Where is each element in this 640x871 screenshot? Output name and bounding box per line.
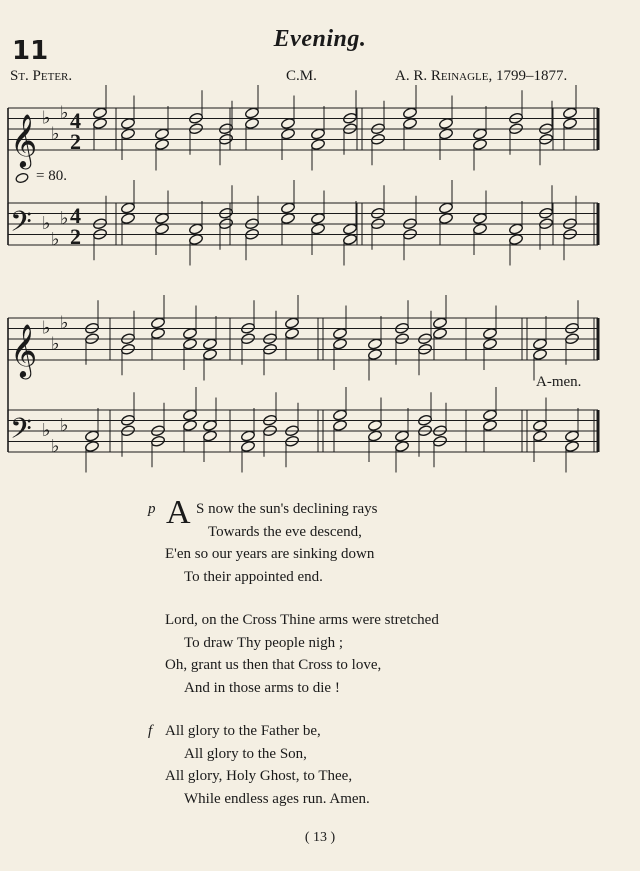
notehead <box>438 117 453 129</box>
notehead <box>472 212 487 224</box>
bass-clef-icon: 𝄢 <box>10 205 32 246</box>
notehead <box>482 409 497 421</box>
flat-icon: ♭ <box>60 102 69 124</box>
notehead <box>438 212 453 224</box>
notehead <box>432 327 447 339</box>
hymn-title: Evening. <box>273 26 367 52</box>
verse-line: E'en so our years are sinking down <box>165 546 375 562</box>
notehead <box>482 419 497 431</box>
stanza-3 <box>150 720 370 810</box>
notehead <box>310 128 325 140</box>
notehead <box>202 430 217 442</box>
tempo-marking <box>14 168 67 185</box>
notehead <box>182 327 197 339</box>
notehead <box>367 430 382 442</box>
notehead <box>182 419 197 431</box>
notehead <box>438 128 453 140</box>
flat-icon: ♭ <box>51 435 60 457</box>
flat-icon: ♭ <box>51 123 60 145</box>
stanza-2 <box>150 609 439 699</box>
notehead <box>92 107 107 119</box>
notehead <box>310 223 325 235</box>
notehead <box>342 223 357 235</box>
notehead <box>432 317 447 329</box>
noteheads <box>84 85 582 473</box>
notehead <box>402 117 417 129</box>
composer-name: A. R. Reinagle, <box>395 68 493 84</box>
notehead <box>84 430 99 442</box>
notehead <box>508 233 523 245</box>
notehead <box>280 128 295 140</box>
flat-icon: ♭ <box>51 228 60 250</box>
notehead <box>564 440 579 452</box>
amen-text: A-men. <box>536 374 582 390</box>
bass-clef-icon: 𝄢 <box>10 412 32 453</box>
notehead <box>564 430 579 442</box>
flat-icon: ♭ <box>42 107 51 129</box>
verse-line: Towards the eve descend, <box>208 523 362 540</box>
notehead <box>240 440 255 452</box>
verse-line: All glory to the Father be, <box>165 723 321 739</box>
notehead <box>310 212 325 224</box>
notehead <box>182 409 197 421</box>
notehead <box>532 419 547 431</box>
notehead <box>280 117 295 129</box>
notehead <box>472 128 487 140</box>
notehead <box>92 117 107 129</box>
notehead <box>310 138 325 150</box>
verse-line: Oh, grant us then that Cross to love, <box>165 657 382 673</box>
flat-icon: ♭ <box>42 420 51 441</box>
notehead <box>120 212 135 224</box>
tune-name: St. Peter. <box>10 68 73 84</box>
notehead <box>508 223 523 235</box>
flat-icon: ♭ <box>51 333 60 355</box>
hymn-number: 11 <box>12 36 49 66</box>
flat-icon: ♭ <box>60 414 69 436</box>
verse-line: To draw Thy people nigh ; <box>184 634 344 651</box>
notehead <box>532 338 547 350</box>
time-signature: 2 <box>70 129 81 154</box>
notehead <box>240 430 255 442</box>
notehead <box>182 338 197 350</box>
notehead <box>154 128 169 140</box>
time-signature: 2 <box>70 224 81 249</box>
notehead <box>394 440 409 452</box>
notehead <box>532 348 547 360</box>
notehead <box>394 430 409 442</box>
notehead <box>482 338 497 350</box>
notehead <box>244 107 259 119</box>
verse-line: All glory to the Son, <box>184 745 307 762</box>
notehead <box>532 430 547 442</box>
verse-line: All glory, Holy Ghost, to Thee, <box>165 768 353 784</box>
notehead <box>284 327 299 339</box>
notehead <box>342 233 357 245</box>
notehead <box>150 317 165 329</box>
notehead <box>188 233 203 245</box>
notehead <box>202 338 217 350</box>
notehead <box>154 212 169 224</box>
drop-cap: A <box>166 494 191 531</box>
notehead <box>367 419 382 431</box>
flat-icon: ♭ <box>42 213 51 234</box>
notehead <box>332 338 347 350</box>
notehead <box>280 212 295 224</box>
notehead <box>244 117 259 129</box>
flat-icon: ♭ <box>60 207 69 229</box>
verse-line: To their appointed end. <box>184 568 323 585</box>
notehead <box>332 409 347 421</box>
verse-line: While endless ages run. Amen. <box>184 790 370 807</box>
notehead <box>202 419 217 431</box>
notehead <box>562 117 577 129</box>
verse-line: S now the sun's declining rays <box>196 501 378 517</box>
notehead <box>472 138 487 150</box>
notehead <box>150 327 165 339</box>
notehead <box>332 419 347 431</box>
dynamic-marking: f <box>148 723 153 739</box>
notehead <box>472 223 487 235</box>
verse-line: Lord, on the Cross Thine arms were stretched <box>165 612 439 628</box>
treble-clef-icon: 𝄞 <box>10 113 38 167</box>
notehead <box>402 107 417 119</box>
notehead <box>482 327 497 339</box>
notehead <box>120 117 135 129</box>
half-note-icon <box>14 170 36 184</box>
meter: C.M. <box>286 68 317 84</box>
notehead <box>202 348 217 360</box>
time-signature: 4 <box>70 203 81 228</box>
notehead <box>188 223 203 235</box>
dynamic-marking: p <box>148 501 156 517</box>
verse-line: And in those arms to die ! <box>184 679 340 696</box>
notehead <box>438 202 453 214</box>
treble-clef-icon: 𝄞 <box>10 323 38 377</box>
staff-systems <box>8 102 598 457</box>
stanza-1 <box>148 494 378 588</box>
notehead <box>367 348 382 360</box>
notehead <box>367 338 382 350</box>
notehead <box>120 202 135 214</box>
notehead <box>280 202 295 214</box>
flat-icon: ♭ <box>42 317 51 339</box>
page-number: ( 13 ) <box>304 830 336 845</box>
flat-icon: ♭ <box>60 312 69 334</box>
notehead <box>84 440 99 452</box>
time-signature: 4 <box>70 108 81 133</box>
notehead <box>562 107 577 119</box>
notehead <box>284 317 299 329</box>
notehead <box>154 223 169 235</box>
composer-dates: 1799–1877. <box>496 68 568 84</box>
tempo-value: = 80. <box>36 168 67 184</box>
notehead <box>154 138 169 150</box>
notehead <box>332 327 347 339</box>
notehead <box>120 128 135 140</box>
